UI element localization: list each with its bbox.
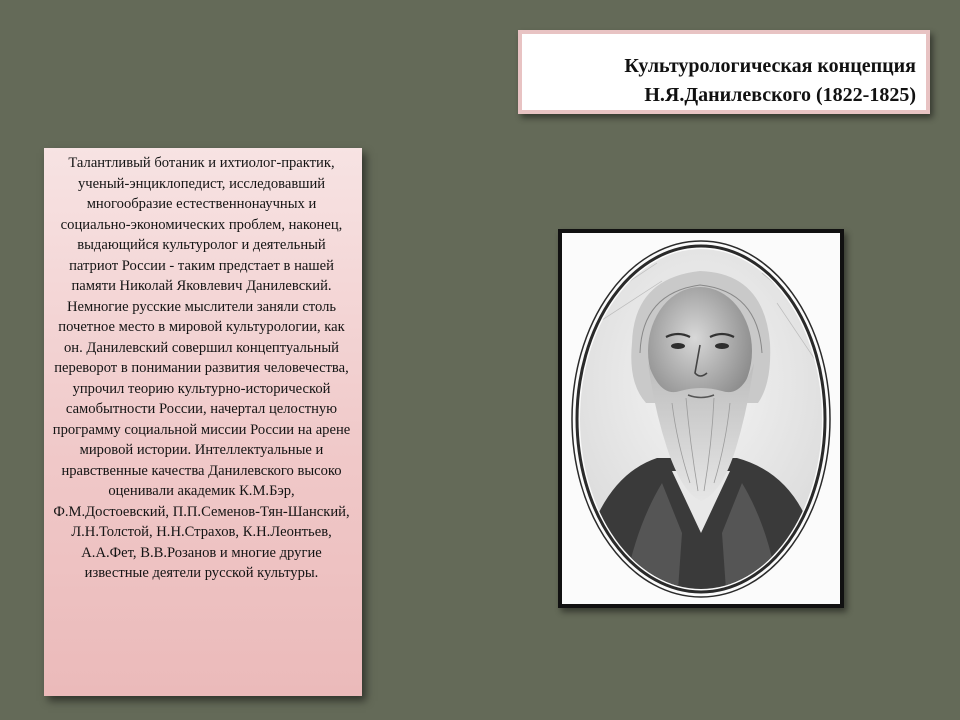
title-box — [518, 30, 930, 114]
body-text: Талантливый ботаник и ихтиолог-практик, ученый-энциклопедист, исследовавший многообразие естественнонаучных и социально-экономических проблем, наконец, выдающийся культуролог и деятельный патриот России - таким предстает в нашей памяти Николай Яковлевич Данилевский. Немногие русские мыслители заняли столь почетное место в мировой культурологии, как он. Данилевский совершил концептуальный переворот в понимании развития человечества, упрочил теорию культурно-исторической самобытности России, начертал целостную программу социальной миссии России на арене мировой истории. Интеллектуальные и нравственные качества Данилевского высоко оценивали академик К.М.Бэр, Ф.М.Достоевский, П.П.Семенов-Тян-Шанский, Л.Н.Толстой, Н.Н.Страхов, К.Н.Леонтьев, А.А.Фет, В.В.Розанов и многие другие известные деятели русской культуры. — [52, 155, 351, 581]
text-panel — [44, 148, 362, 696]
title-line-2: Н.Я.Данилевского (1822-1825) — [644, 84, 916, 106]
portrait-frame — [558, 229, 844, 608]
portrait-image — [562, 233, 840, 604]
title-line-1: Культурологическая концепция — [624, 55, 916, 77]
